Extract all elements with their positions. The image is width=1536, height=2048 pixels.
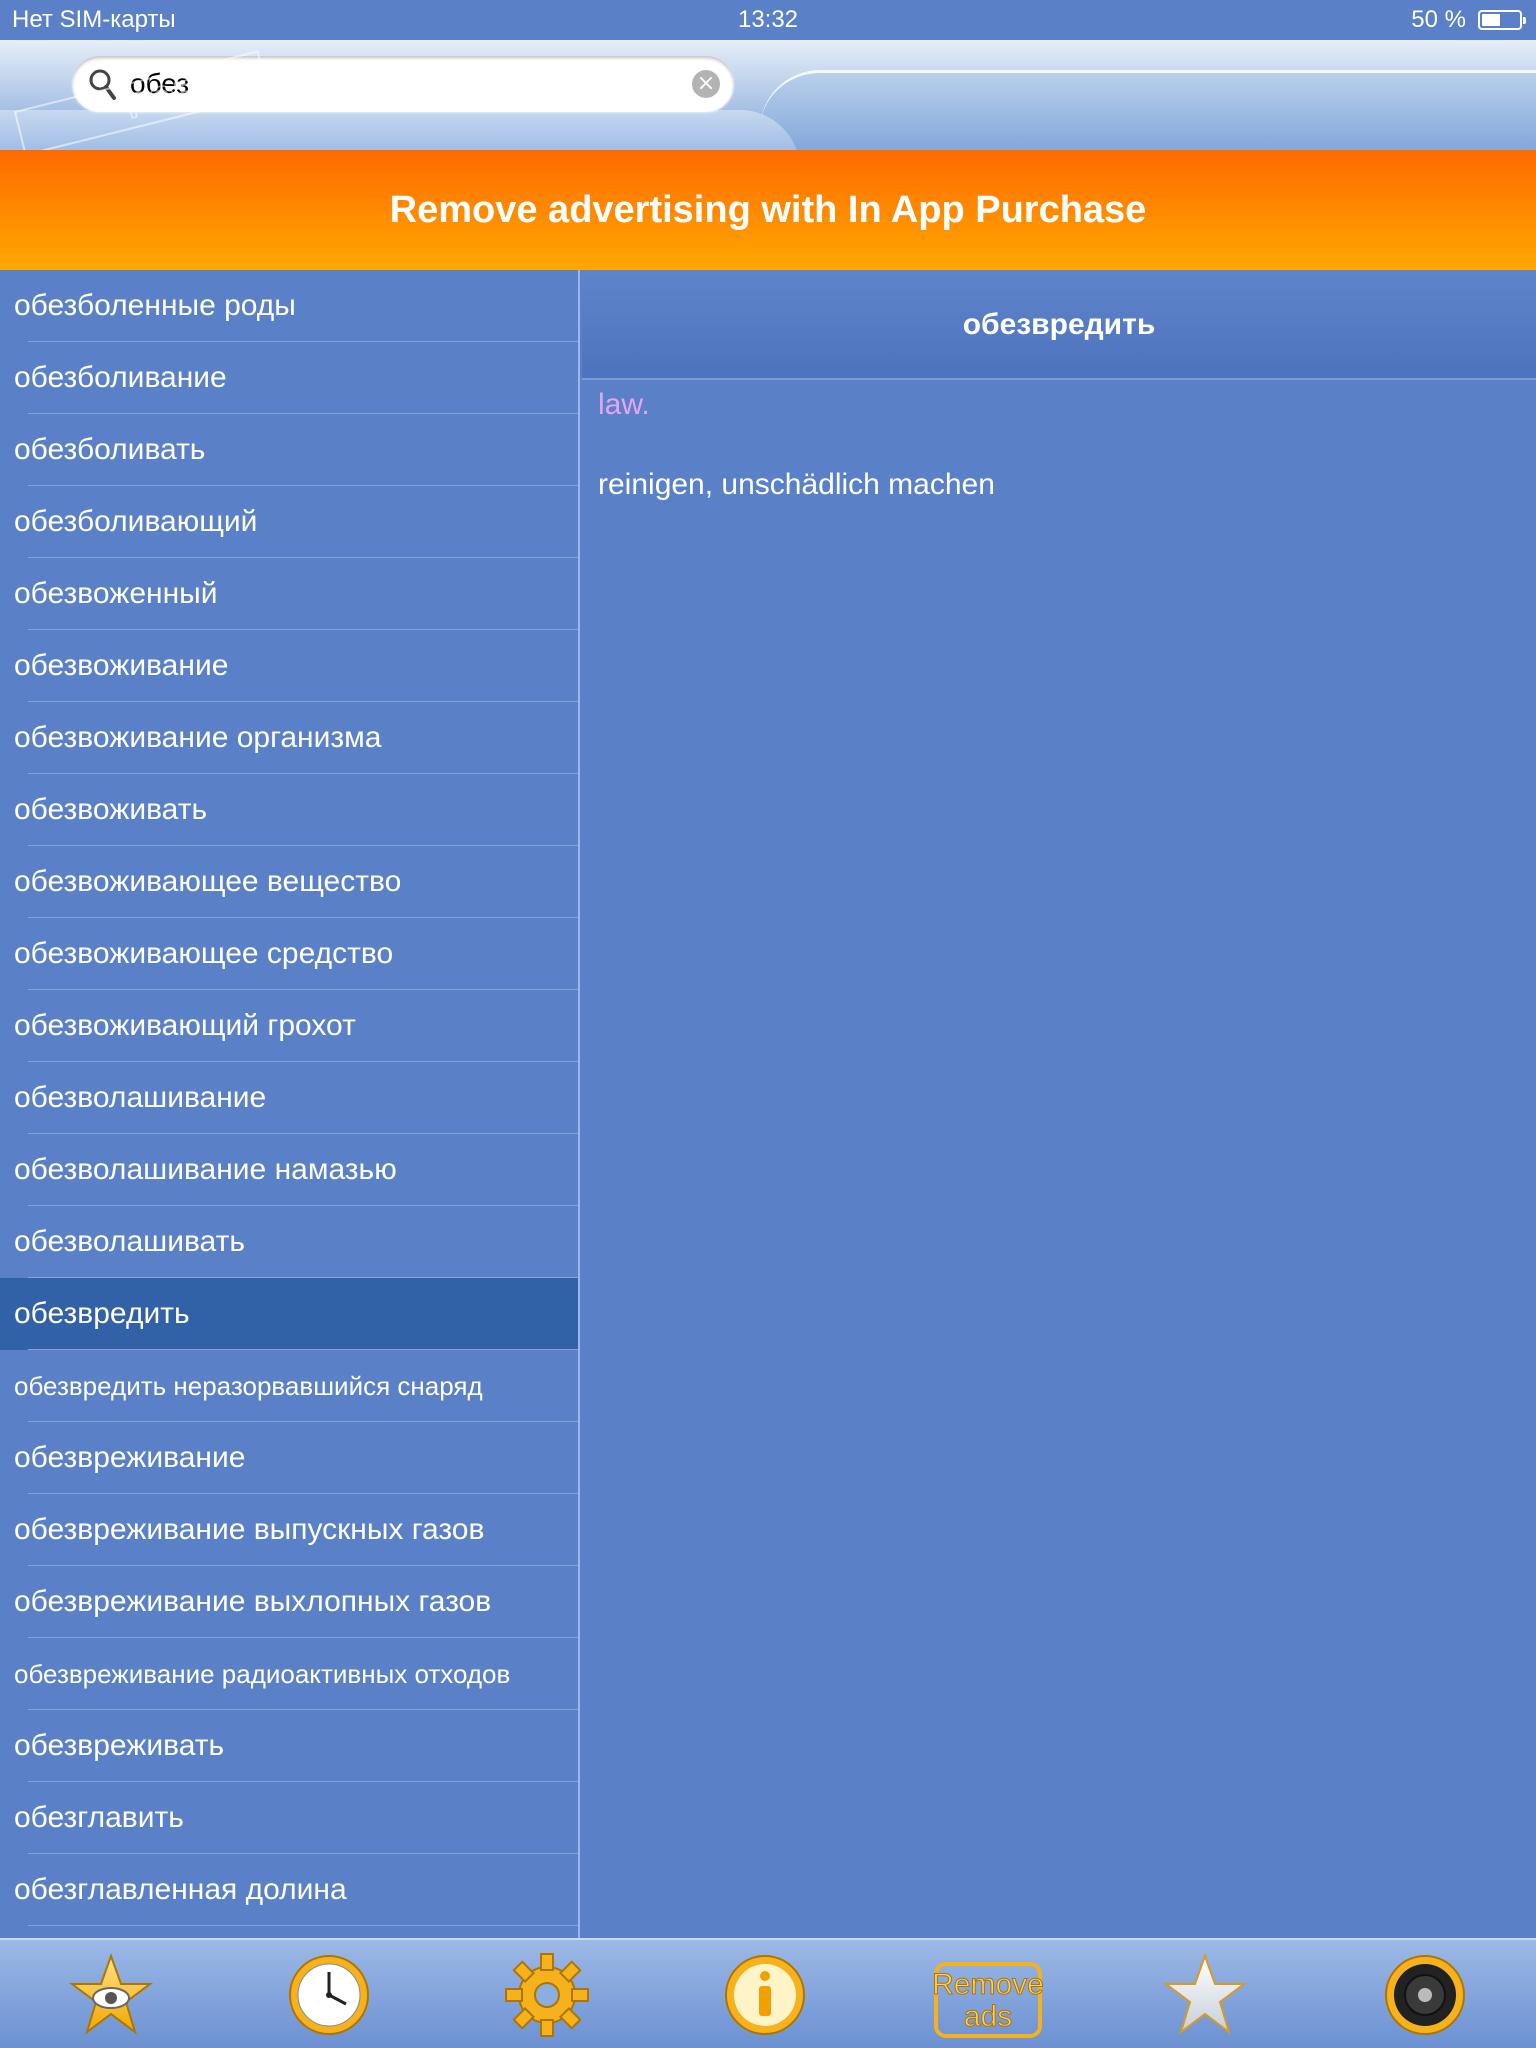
word-list-item[interactable]: обезвреживать [0,1710,578,1782]
search-header [0,40,1536,150]
bottom-toolbar [0,1938,1536,2048]
word-list-item[interactable]: обезвреживание [0,1422,578,1494]
word-list-item[interactable]: обезвреживание выпускных газов [0,1494,578,1566]
word-list-item[interactable]: обезболивание [0,342,578,414]
favorite-star-icon[interactable] [1162,1952,1248,2038]
word-list-item[interactable]: обезглавить [0,1782,578,1854]
detail-domain-label: law. [598,388,650,421]
detail-translation: reinigen, unschädlich machen [598,468,995,501]
carrier-label: Нет SIM-карты [12,6,176,33]
word-list-item[interactable]: обезволашивать [0,1206,578,1278]
word-list-item[interactable]: обезвоживающее вещество [0,846,578,918]
word-list-item[interactable]: обезвреживание выхлопных газов [0,1566,578,1638]
word-list-item[interactable]: обезвредить неразорвавшийся снаряд [0,1350,578,1422]
svg-text:ads: ads [963,2000,1013,2033]
svg-text:PORTAL: PORTAL [122,56,266,127]
word-list-item[interactable]: обезвоживание [0,630,578,702]
svg-text:Remove: Remove [932,1968,1044,2001]
word-list-item[interactable]: обезболивать [0,414,578,486]
clear-search-icon[interactable]: × [692,70,720,98]
word-list-item[interactable]: обезволашивание [0,1062,578,1134]
word-list-item[interactable]: обезглавленная долина [0,1854,578,1926]
word-list-item[interactable]: обезвреживание радиоактивных отходов [0,1638,578,1710]
detail-headword: обезвредить [582,270,1536,380]
word-list-item[interactable]: обезвоживать [0,774,578,846]
word-list-item[interactable]: обезвоживание организма [0,702,578,774]
word-list-item[interactable]: обезболенные роды [0,270,578,342]
info-icon[interactable] [722,1952,808,2038]
battery-percent: 50 % [1411,6,1466,33]
history-clock-icon[interactable] [286,1952,372,2038]
status-clock: 13:32 [737,6,799,33]
word-list-item[interactable]: обезвоживающее средство [0,918,578,990]
settings-gear-icon[interactable] [504,1952,590,2038]
portal-watermark-logo [6,50,286,150]
word-list-item[interactable]: обезволашивание намазью [0,1134,578,1206]
detail-pane [582,270,1536,1938]
status-bar [0,0,1536,40]
word-list-item[interactable]: обезболивающий [0,486,578,558]
remove-ads-button[interactable] [930,1960,1046,2040]
remove-ads-banner[interactable]: Remove advertising with In App Purchase [0,150,1536,270]
word-list-item[interactable]: обезвоженный [0,558,578,630]
word-list[interactable] [0,270,580,1938]
word-list-item-selected[interactable]: обезвредить [0,1278,578,1350]
header-wave-decoration [760,70,1536,150]
speaker-icon[interactable] [1382,1952,1468,2038]
battery-icon [1478,10,1522,30]
favorites-view-icon[interactable] [68,1952,154,2038]
word-list-item[interactable]: обезвоживающий грохот [0,990,578,1062]
